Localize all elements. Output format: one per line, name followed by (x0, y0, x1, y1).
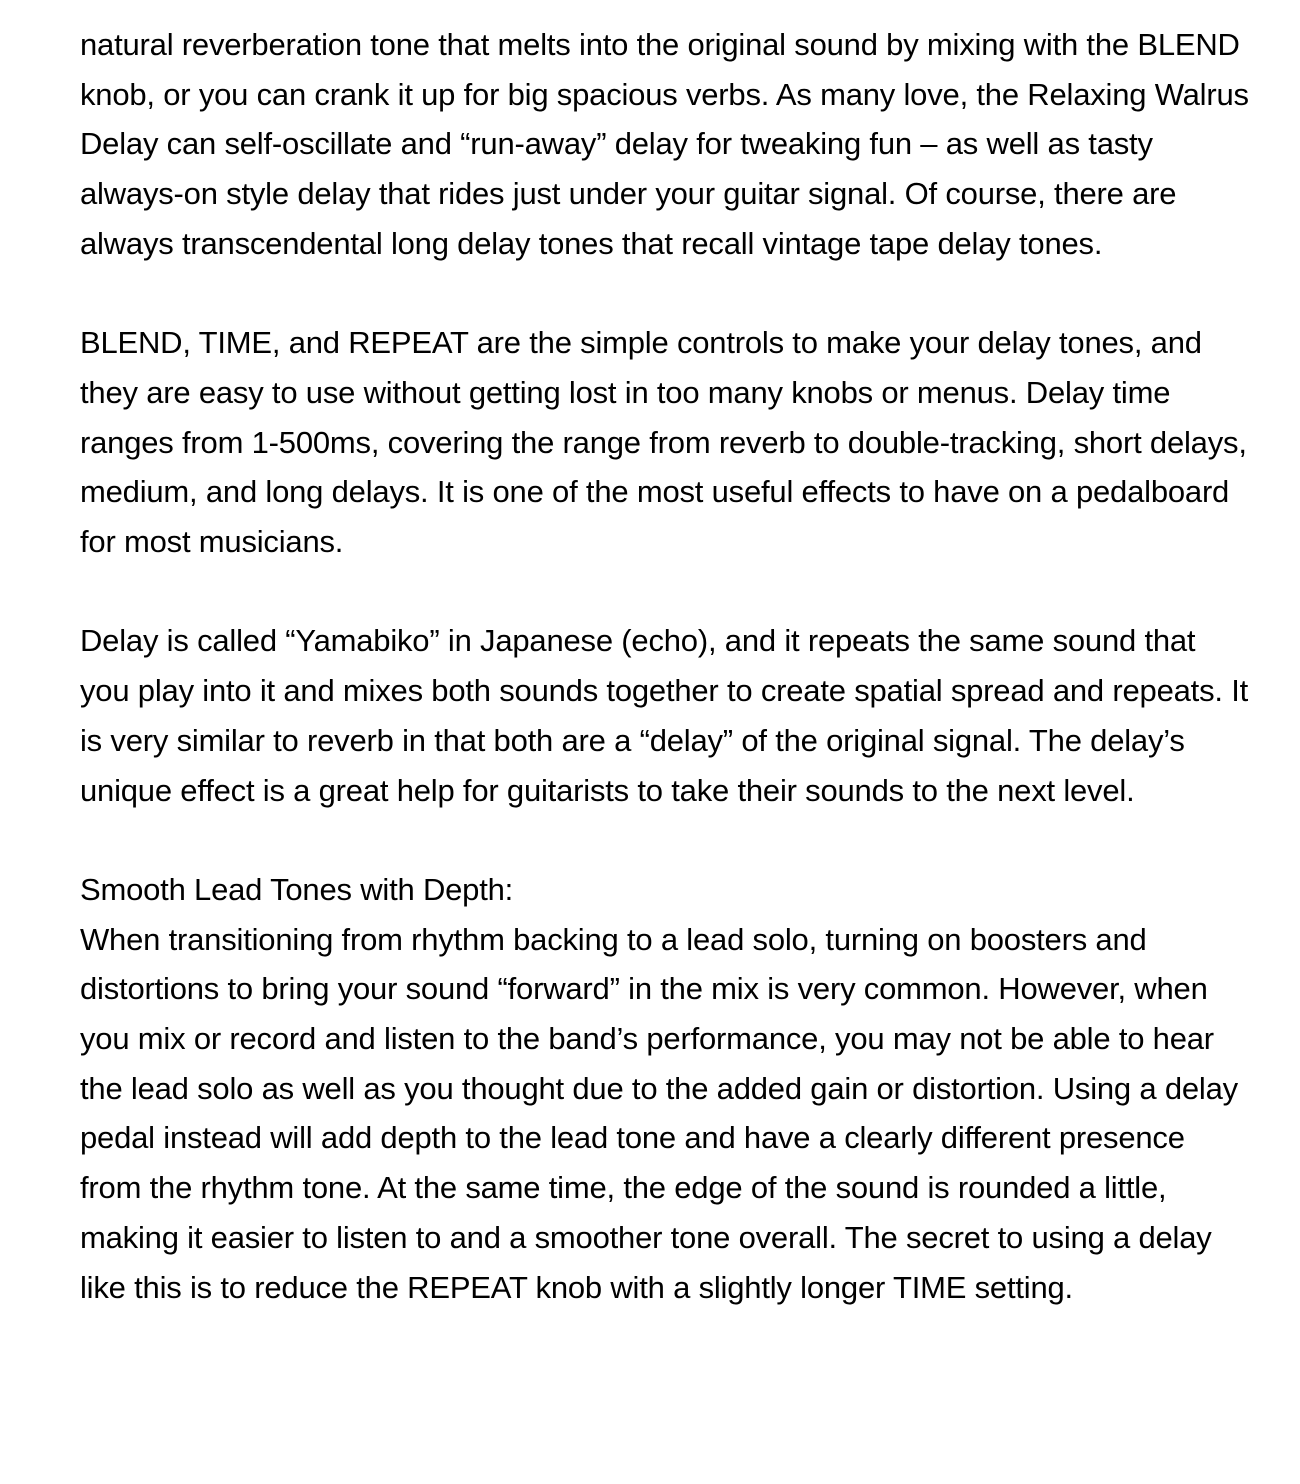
document-body (80, 20, 1250, 1312)
paragraph-spacer (80, 567, 1250, 617)
section-heading: Smooth Lead Tones with Depth: (80, 871, 514, 907)
paragraph-lead-tones: When transitioning from rhythm backing to a lead solo, turning on boosters and distortions to bring your sound “forward” in the mix is very common. However, when you mix or record and listen to the band’s performance, you may not be able to hear the lead solo as well as you thought due to the added gain or distortion. Using a delay pedal instead will add depth to the lead tone and have a clearly different presence from the rhythm tone. At the same time, the edge of the sound is rounded a little, making it easier to listen to and a smoother tone overall. The secret to using a delay like this is to reduce the REPEAT knob with a slightly longer TIME setting. (80, 921, 1238, 1305)
paragraph-spacer (80, 269, 1250, 319)
paragraph-yamabiko: Delay is called “Yamabiko” in Japanese (echo), and it repeats the same sound that you play into it and mixes both sounds together to create spatial spread and repeats. It is very similar to reverb in that both are a “delay” of the original signal. The delay’s unique effect is a great help for guitarists to take their sounds to the next level. (80, 623, 1249, 808)
paragraph-reverb-tones: natural reverberation tone that melts into the original sound by mixing with the BLEND knob, or you can crank it up for big spacious verbs. As many love, the Relaxing Walrus Delay can self-oscillate and “run-away” delay for tweaking fun – as well as tasty always-on style delay that rides just under your guitar signal. Of course, there are always transcendental long delay tones that recall vintage tape delay tones. (80, 27, 1249, 261)
paragraph-spacer (80, 815, 1250, 865)
paragraph-controls: BLEND, TIME, and REPEAT are the simple controls to make your delay tones, and they are easy to use without getting lost in too many knobs or menus. Delay time ranges from 1-500ms, covering the range from reverb to double-tracking, short delays, medium, and long delays. It is one of the most useful effects to have on a pedalboard for most musicians. (80, 325, 1247, 560)
